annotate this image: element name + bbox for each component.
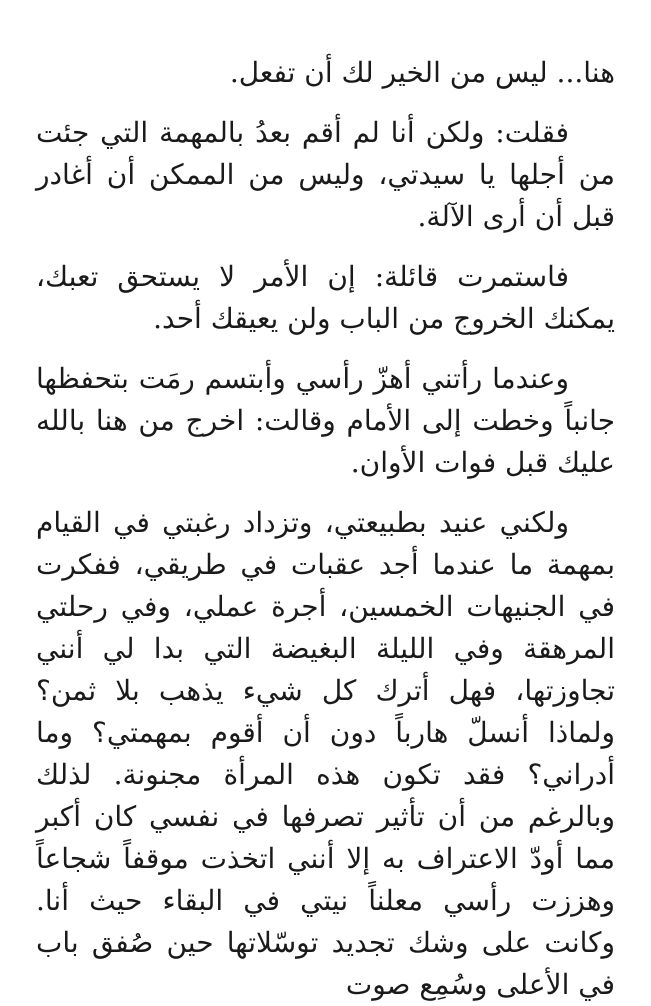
paragraph-gap	[36, 340, 615, 358]
paragraph-1: هنا... ليس من الخير لك أن تفعل.	[229, 56, 615, 89]
paragraph-gap	[36, 94, 615, 112]
paragraph-3: فاستمرت قائلة: إن الأمر لا يستحق تعبك، يمكنك الخروج من الباب ولن يعيقك أحد.	[36, 260, 615, 335]
paragraph-4: وعندما رأتني أهزّ رأسي وأبتسم رمَت بتحفظها جانباً وخطت إلى الأمام وقالت: اخرج من هنا بالله عليك قبل فوات الأوان.	[36, 362, 615, 479]
paragraph-gap	[36, 484, 615, 502]
paragraph-2: فقلت: ولكن أنا لم أقم بعدُ بالمهمة التي جئت من أجلها يا سيدتي، وليس من الممكن أن أغادر قبل أن أرى الآلة.	[36, 116, 615, 233]
paragraph-5: ولكني عنيد بطبيعتي، وتزداد رغبتي في القيام بمهمة ما عندما أجد عقبات في طريقي، ففكرت في الجنيهات الخمسين، أجرة عملي، وفي رحلتي المرهقة وفي الليلة البغيضة التي بدا لي أنني تجاوزتها، فهل أترك كل شيء يذهب بلا ثمن؟ ولماذا أنسلّ هارباً دون أن أقوم بمهمتي؟ وما أدراني؟ فقد تكون هذه المرأة مجنونة. لذلك وبالرغم من أن تأثير تصرفها في نفسي كان أكبر مما أودّ الاعتراف به إلا أنني اتخذت موقفاً شجاعاً وهززت رأسي معلناً نيتي في البقاء حيث أنا. وكانت على وشك تجديد توسّلاتها حين صُفق باب في الأعلى وسُمِع صوت	[36, 506, 615, 1001]
paragraph-gap	[36, 238, 615, 256]
